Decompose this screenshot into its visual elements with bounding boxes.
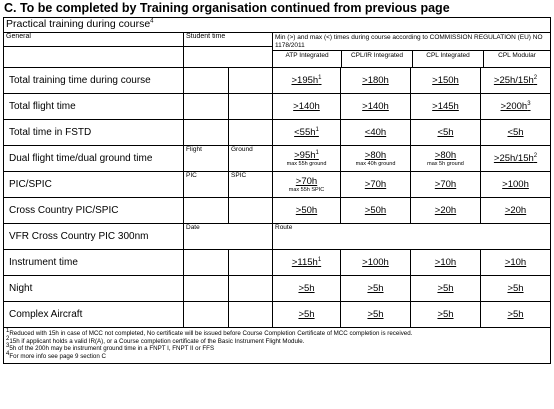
footnote: $^1$Reduced with 15h in case of MCC not completed, No certificate will be issued before Course Completion Certificate of MCC completion is received. xyxy=(6,327,413,337)
student-time-header: Student time xyxy=(184,33,273,47)
requirement-value xyxy=(341,68,411,94)
student-time-cell[interactable] xyxy=(184,250,229,276)
requirement-main: >70h xyxy=(295,175,318,187)
student-time-cell[interactable] xyxy=(229,302,273,328)
col-atp-integrated: ATP Integrated xyxy=(273,51,342,67)
requirement-main: >5h xyxy=(367,282,384,294)
requirement-value xyxy=(341,120,411,146)
requirement-main: <5h xyxy=(507,126,524,138)
requirement-value xyxy=(411,120,481,146)
requirement-note: max 40h ground xyxy=(355,160,396,167)
requirement-value xyxy=(273,120,341,146)
footnote-ref: 3 xyxy=(527,100,531,107)
requirement-value xyxy=(481,120,551,146)
requirement-value xyxy=(481,172,551,198)
requirement-main: >5h xyxy=(367,308,384,320)
requirement-value xyxy=(273,94,341,120)
row-label: Instrument time xyxy=(4,250,184,276)
student-time-cell[interactable] xyxy=(184,120,229,146)
student-time-cell[interactable]: Ground xyxy=(229,146,273,172)
date-cell[interactable]: Date xyxy=(184,224,273,250)
requirement-main: $>115h^1$ xyxy=(291,256,322,268)
requirement-main: >70h xyxy=(434,178,457,190)
requirement-value xyxy=(481,68,551,94)
requirement-value xyxy=(481,276,551,302)
requirement-note: max 55h ground xyxy=(286,160,327,167)
requirement-main: >5h xyxy=(507,308,524,320)
min-max-text: Min (>) and max (<) times during course according to COMMISSION REGULATION (EU) NO 1178/2011 xyxy=(275,34,543,49)
requirement-value xyxy=(411,146,481,172)
requirement-value xyxy=(273,302,341,328)
requirement-value xyxy=(341,146,411,172)
requirement-main: $>200h^3$ xyxy=(500,100,531,112)
requirement-value xyxy=(411,172,481,198)
row-label: Complex Aircraft xyxy=(4,302,184,328)
requirement-value xyxy=(273,276,341,302)
table-row xyxy=(4,68,551,94)
requirement-main: >50h xyxy=(295,204,318,216)
requirement-value xyxy=(341,94,411,120)
footnotes xyxy=(4,328,551,364)
practical-training-table xyxy=(3,17,551,364)
min-max-header xyxy=(273,33,551,68)
student-time-cell[interactable] xyxy=(229,276,273,302)
section-title: Practical training during course$^4$ xyxy=(4,18,551,33)
page-heading: C. To be completed by Training organisation continued from previous page xyxy=(4,1,450,15)
table-row xyxy=(4,224,551,250)
col-cpl-modular: CPL Modular xyxy=(498,52,536,59)
requirement-main: >10h xyxy=(434,256,457,268)
requirement-main: >50h xyxy=(364,204,387,216)
row-label: Cross Country PIC/SPIC xyxy=(4,198,184,224)
footnote-ref: 1 xyxy=(317,256,322,263)
requirement-value xyxy=(273,250,341,276)
requirement-main: >10h xyxy=(504,256,527,268)
requirement-value xyxy=(411,94,481,120)
requirement-value xyxy=(341,302,411,328)
requirement-main: >80h xyxy=(364,149,387,161)
requirement-value xyxy=(411,250,481,276)
requirement-note: max 55h SPIC xyxy=(288,186,325,193)
requirement-value xyxy=(341,250,411,276)
requirement-value xyxy=(341,198,411,224)
requirement-value xyxy=(341,276,411,302)
row-label: Dual flight time/dual ground time xyxy=(4,146,184,172)
requirement-main: $<55h^1$ xyxy=(294,126,319,138)
row-label: Total flight time xyxy=(4,94,184,120)
requirement-main: >80h xyxy=(434,149,457,161)
table-row xyxy=(4,146,551,172)
requirement-main: >145h xyxy=(432,100,459,112)
requirement-main: <5h xyxy=(437,126,454,138)
student-time-cell[interactable] xyxy=(184,198,229,224)
table-row xyxy=(4,198,551,224)
requirement-value xyxy=(341,172,411,198)
requirement-value xyxy=(481,146,551,172)
student-time-cell[interactable]: PIC xyxy=(184,172,229,198)
student-time-cell[interactable] xyxy=(184,276,229,302)
student-time-cell[interactable]: Flight xyxy=(184,146,229,172)
table-row xyxy=(4,302,551,328)
student-time-cell[interactable]: SPIC xyxy=(229,172,273,198)
student-time-cell[interactable] xyxy=(184,94,229,120)
footnote: $^3$5h of the 200h may be instrument ground time in a FNPT I, FNPT II or FFS xyxy=(6,342,215,352)
table-row xyxy=(4,120,551,146)
general-header: General xyxy=(4,33,184,47)
student-time-cell[interactable] xyxy=(229,94,273,120)
footnote: $^2$15h if applicant holds a valid IR(A), or a Course completion certificate of the Basic Instrument Flight Module. xyxy=(6,335,305,345)
requirement-value xyxy=(481,198,551,224)
requirement-main: >5h xyxy=(298,282,315,294)
row-label: Total time in FSTD xyxy=(4,120,184,146)
footnote-ref: 1 xyxy=(315,149,319,156)
table-row xyxy=(4,276,551,302)
requirement-value xyxy=(273,146,341,172)
student-time-cell[interactable] xyxy=(229,120,273,146)
footnote-ref: 1 xyxy=(318,74,322,81)
requirement-main: >180h xyxy=(362,74,389,86)
requirement-main: >5h xyxy=(298,308,315,320)
row-label: VFR Cross Country PIC 300nm xyxy=(4,224,184,250)
requirement-main: >5h xyxy=(507,282,524,294)
requirement-value xyxy=(411,68,481,94)
requirement-main: >70h xyxy=(364,178,387,190)
requirement-value xyxy=(481,302,551,328)
footnote: $^4$For more info see page 9 section C xyxy=(6,350,106,360)
student-time-cell[interactable] xyxy=(229,250,273,276)
requirement-main: $>25h/15h^2$ xyxy=(493,152,538,164)
row-label: PIC/SPIC xyxy=(4,172,184,198)
requirement-value xyxy=(273,198,341,224)
table-row xyxy=(4,250,551,276)
requirement-value xyxy=(273,68,341,94)
requirement-main: >140h xyxy=(293,100,320,112)
requirement-value xyxy=(481,250,551,276)
route-cell[interactable]: Route xyxy=(273,224,551,250)
requirement-note: max 5h ground xyxy=(427,160,464,167)
requirement-main: >140h xyxy=(362,100,389,112)
student-time-cell[interactable] xyxy=(229,68,273,94)
requirement-value xyxy=(273,172,341,198)
student-time-cell[interactable] xyxy=(184,302,229,328)
requirement-value xyxy=(411,198,481,224)
requirement-main: >5h xyxy=(437,308,454,320)
table-row xyxy=(4,172,551,198)
col-cplir-integrated: CPL/IR Integrated xyxy=(342,51,413,67)
requirement-main: $>95h^1$ xyxy=(294,149,319,161)
requirement-main: >20h xyxy=(434,204,457,216)
row-label: Total training time during course xyxy=(4,68,184,94)
footnote-ref: 2 xyxy=(533,74,538,81)
requirement-value xyxy=(411,276,481,302)
footnote-ref: 1 xyxy=(315,126,319,133)
table-row xyxy=(4,94,551,120)
requirement-main: $>195h^1$ xyxy=(291,74,322,86)
requirement-value xyxy=(481,94,551,120)
requirement-main: >150h xyxy=(432,74,459,86)
student-time-cell[interactable] xyxy=(229,198,273,224)
student-time-cell[interactable] xyxy=(184,68,229,94)
requirement-main: >100h xyxy=(502,178,529,190)
requirement-main: $>25h/15h^2$ xyxy=(493,74,538,86)
row-label: Night xyxy=(4,276,184,302)
requirement-main: >20h xyxy=(504,204,527,216)
requirement-value xyxy=(411,302,481,328)
requirement-main: >100h xyxy=(362,256,389,268)
requirement-main: >5h xyxy=(437,282,454,294)
requirement-main: <40h xyxy=(364,126,387,138)
col-cpl-integrated: CPL Integrated xyxy=(413,51,484,67)
footnote-ref: 2 xyxy=(533,152,538,159)
